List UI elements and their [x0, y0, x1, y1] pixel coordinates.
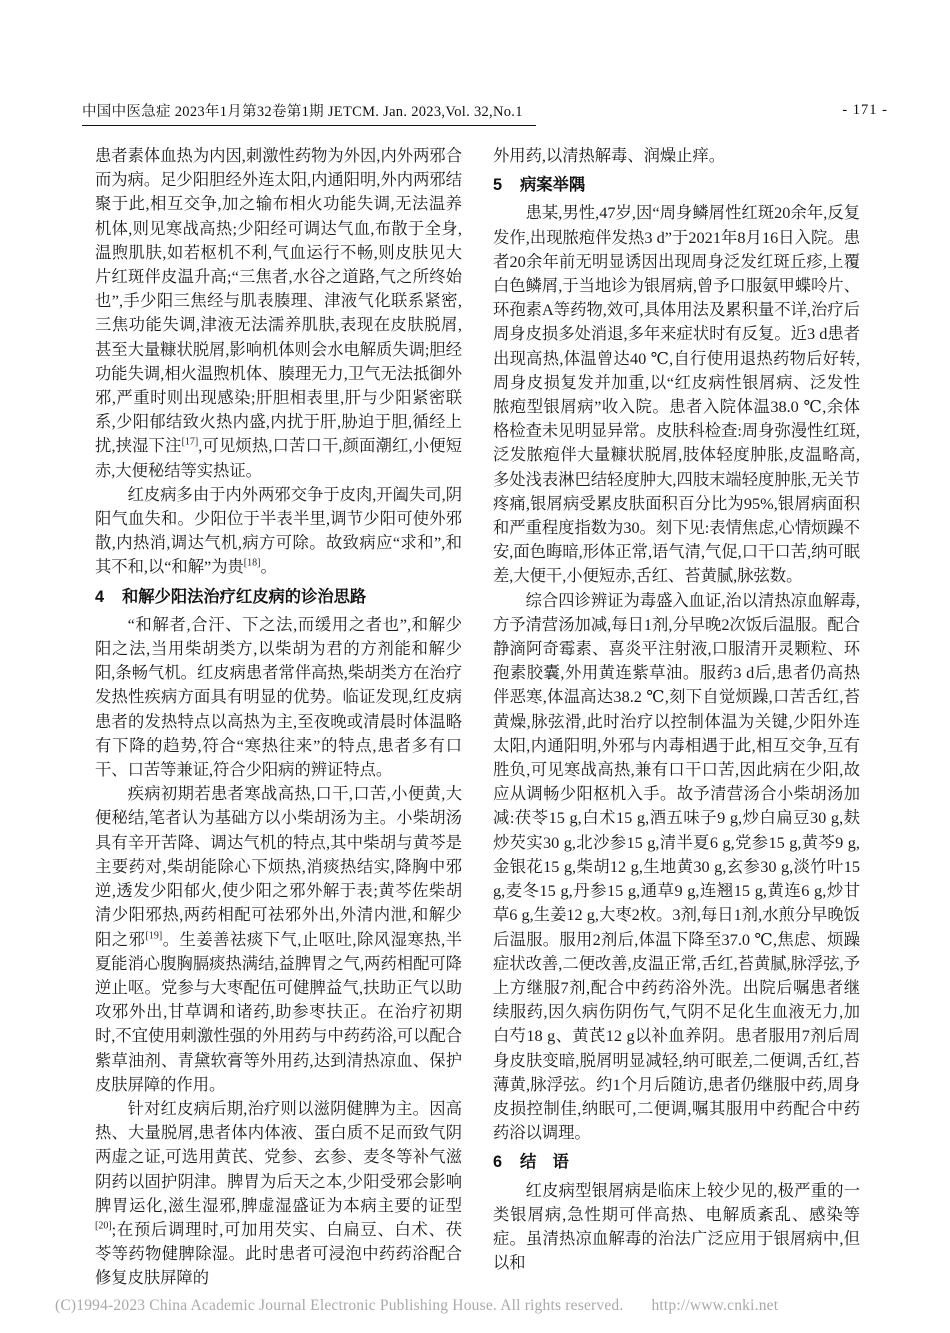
paragraph: 患某,男性,47岁,因“周身鳞屑性红斑20余年,反复发作,出现脓疱伴发热3 d”于2021年8月16日入院。患者20余年前无明显诱因出现周身泛发红斑丘疹,上覆白色鳞屑,于当地诊为银屑病,曾予口服氨甲蝶呤片、环孢素A等药物,效可,具体用法及累积量不详,治疗后周身皮损多处消退,多年来症状时有反复。近3 d患者出现高热,体温曾达40 ℃,自行使用退热药物后好转,周身皮损复发并加重,以“红皮病性银屑病、泛发性脓疱型银屑病”收入院。患者入院体温38.0 ℃,余体格检查未见明显异常。皮肤科检查:周身弥漫性红斑,泛发脓疱伴大量糠状脱屑,肢体轻度肿胀,皮温略高,多处浅表淋巴结轻度肿大,四肢末端轻度肿胀,无关节疼痛,银屑病受累皮肤面积百分比为95%,银屑病面积和严重程度指数为30。刻下见:表情焦虑,心情烦躁不安,面色晦暗,形体正常,语气清,气促,口干口苦,纳可眠差,大便干,小便短赤,舌红、苔黄腻,脉弦数。 [493, 203, 860, 586]
paragraph: 外用药,以清热解毒、润燥止痒。 [493, 146, 726, 165]
paragraph: 红皮病型银屑病是临床上较少见的,极严重的一类银屑病,急性期可伴高热、电解质紊乱、感染等症。虽清热凉血解毒的治法广泛应用于银屑病中,但以和 [493, 1180, 860, 1273]
section-number: 6 [493, 1153, 503, 1172]
page-footer [55, 1297, 910, 1315]
section-title: 结 语 [519, 1153, 569, 1172]
copyright-notice: (C)1994-2023 China Academic Journal Electronic Publishing House. All rights reserved. [55, 1297, 624, 1314]
paragraph: 疾病初期若患者寒战高热,口干,口苦,小便黄,大便秘结,笔者认为基础方以小柴胡汤为主。小柴胡汤具有辛开苦降、调达气机的特点,其中柴胡与黄芩是主要药对,柴胡能除心下烦热,消痰热结实,降胸中邪逆,透发少阳郁火,使少阳之邪外解于表;黄芩佐柴胡清少阳邪热,两药相配可祛邪外出,外清内泄,和解少阳之邪[19]。生姜善祛痰下气,止呕吐,除风湿寒热,半夏能消心腹胸膈痰热满结,益脾胃之气,两药相配可降逆止呕。党参与大枣配伍可健脾益气,扶助正气以助攻邪外出,甘草调和诸药,助参枣扶正。在治疗初期时,不宜使用刺激性强的外用药与中药药浴,可以配合紫草油剂、青黛软膏等外用药,达到清热凉血、保护皮肤屏障的作用。 [95, 784, 462, 1094]
page-number: - 171 - [842, 102, 888, 118]
section-heading [493, 1150, 860, 1174]
page-header [82, 100, 888, 128]
right-column [493, 144, 860, 1291]
section-heading [95, 585, 462, 609]
citation-ref: [17] [181, 437, 199, 449]
left-column [95, 144, 462, 1291]
paragraph: 综合四诊辨证为毒盛入血证,治以清热凉血解毒,方予清营汤加减,每日1剂,分早晚2次饭后温服。配合静滴阿奇霉素、喜炎平注射液,口服清开灵颗粒、环孢素胶囊,外用黄连紫草油。服药3 d后,患者仍高热伴恶寒,体温高达38.2 ℃,刻下自觉烦躁,口苦舌红,苔黄燥,脉弦滑,此时治疗以控制体温为关键,少阳外连太阳,内通阳明,外邪与内毒相遇于此,相互交争,互有胜负,可见寒战高热,兼有口干口苦,因此病在少阳,故应从调畅少阳枢机入手。故予清营汤合小柴胡汤加减:茯苓15 g,白术15 g,酒五味子9 g,炒白扁豆30 g,麸炒芡实30 g,北沙参15 g,清半夏6 g,党参15 g,黄芩9 g,金银花15 g,柴胡12 g,生地黄30 g,玄参30 g,淡竹叶15 g,麦冬15 g,丹参15 g,通草9 g,连翘15 g,黄连6 g,炒甘草6 g,生姜12 g,大枣2枚。3剂,每日1剂,水煎分早晚饭后温服。服用2剂后,体温下降至37.0 ℃,焦虑、烦躁症状改善,二便改善,皮温正常,舌红,苔黄腻,脉浮弦,予上方继服7剂,配合中药药浴外洗。出院后嘱患者继续服药,因久病伤阴伤气,气阴不足化生血液无力,加白芍18 g、黄芪12 g以补血养阴。患者服用7剂后周身皮肤变暗,脱屑明显减轻,纳可眠差,二便调,舌红,苔薄黄,脉浮弦。约1个月后随访,患者仍继服中药,周身皮损控制佳,纳眠可,二便调,嘱其服用中药配合中药药浴以调理。 [493, 590, 860, 1143]
section-title: 病案举隅 [519, 176, 586, 195]
section-heading [493, 173, 860, 197]
paragraph: 针对红皮病后期,治疗则以滋阴健脾为主。因高热、大量脱屑,患者体内体液、蛋白质不足而致气阴两虚之证,可选用黄芪、党参、玄参、麦冬等补气滋阴药以固护阴津。脾胃为后天之本,少阳受邪会影响脾胃运化,滋生湿邪,脾虚湿盛证为本病主要的证型[20];在预后调理时,可加用芡实、白扁豆、白术、茯苓等药物健脾除湿。此时患者可浸泡中药药浴配合修复皮肤屏障的 [95, 1098, 462, 1288]
citation-ref: [19] [145, 930, 163, 942]
citation-ref: [18] [243, 558, 261, 570]
citation-ref: [20] [95, 1220, 112, 1232]
section-number: 4 [95, 587, 105, 606]
journal-title-line: 中国中医急症 2023年1月第32卷第1期 JETCM. Jan. 2023,Vol. 32,No.1 [82, 100, 536, 126]
paragraph: 患者素体血热为内因,刺激性药物为外因,内外两邪合而为病。足少阳胆经外连太阳,内通阳明,外内两邪结聚于此,相互交争,加之输布相火功能失调,无法温养机体,则见寒战高热;少阳经可调达气血,布散于全身,温煦肌肤,如若枢机不利,气血运行不畅,则皮肤见大片红斑伴皮温升高;“三焦者,水谷之道路,气之所终始也”,手少阳三焦经与肌表腠理、津液气化联系紧密,三焦功能失调,津液无法濡养肌肤,表现在皮肤脱屑,甚至大量糠状脱屑,影响机体则会水电解质失调;胆经功能失调,相火温煦机体、腠理无力,卫气无法抵御外邪,严重时则出现感染;肝胆相表里,肝与少阳紧密联系,少阳郁结致火热内盛,内扰于肝,胁迫于胆,循经上扰,挟湿下注[17],可见烦热,口苦口干,颜面潮红,小便短赤,大便秘结等实热证。 [95, 146, 462, 480]
paragraph: “和解者,合汗、下之法,而缓用之者也”,和解少阳之法,当用柴胡类方,以柴胡为君的方剂能和解少阳,条畅气机。红皮病患者常伴高热,柴胡类方在治疗发热性疾病方面具有明显的优势。临证发现,红皮病患者的发热特点以高热为主,至夜晚或清晨时体温略有下降的趋势,符合“寒热往来”的特点,患者多有口干、口苦等兼证,符合少阳病的辨证特点。 [95, 614, 462, 780]
section-number: 5 [493, 176, 503, 195]
cnki-url: http://www.cnki.net [651, 1297, 779, 1314]
paragraph: 红皮病多由于内外两邪交争于皮肉,开阖失司,阴阳气血失和。少阳位于半表半里,调节少阳可使外邪散,内热消,调达气机,病方可除。故致病应“求和”,和其不和,以“和解”为贵[18]。 [95, 484, 462, 577]
article-body [95, 144, 860, 1291]
section-title: 和解少阳法治疗红皮病的诊治思路 [121, 587, 367, 606]
